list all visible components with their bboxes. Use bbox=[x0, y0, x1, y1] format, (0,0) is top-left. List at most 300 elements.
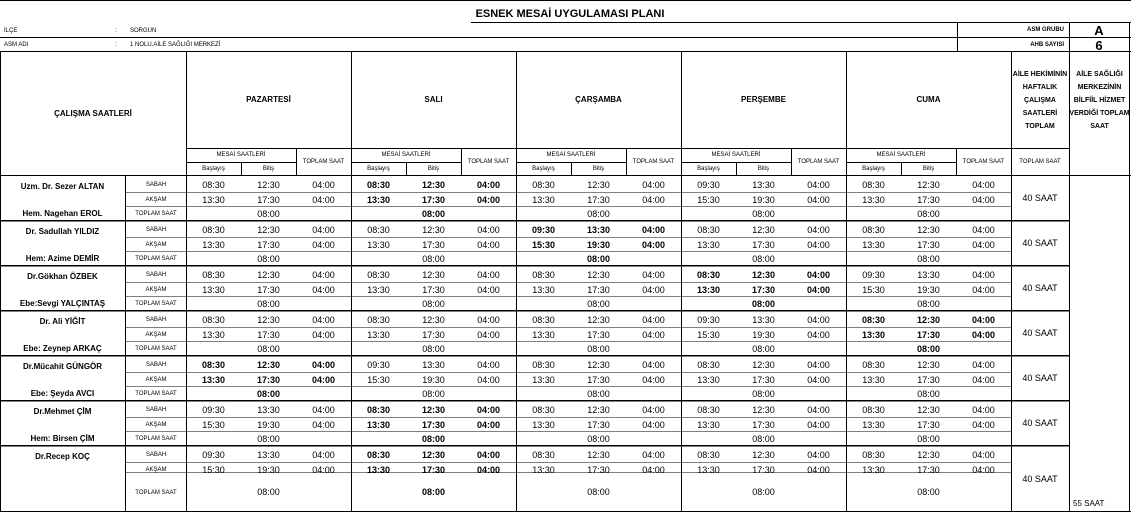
period-total: 04:00 bbox=[807, 194, 830, 205]
day-total: 08:00 bbox=[586, 253, 611, 264]
end-time: 12:30 bbox=[917, 359, 940, 370]
period-total: 04:00 bbox=[477, 374, 500, 385]
period-total: 04:00 bbox=[807, 374, 830, 385]
end-time: 19:30 bbox=[422, 374, 445, 385]
start-time: 15:30 bbox=[697, 194, 720, 205]
start-time: 15:30 bbox=[202, 419, 225, 430]
period-total: 04:00 bbox=[642, 404, 665, 415]
period-total: 04:00 bbox=[807, 329, 830, 340]
start-time: 13:30 bbox=[697, 239, 720, 250]
start-time: 13:30 bbox=[201, 374, 226, 385]
period-total: 04:00 bbox=[312, 194, 335, 205]
day-total: 08:00 bbox=[422, 253, 445, 264]
toplam-label: TOPLAM SAAT bbox=[135, 256, 177, 262]
day-total: 08:00 bbox=[752, 433, 775, 444]
end-time: 12:30 bbox=[917, 224, 940, 235]
end-time: 12:30 bbox=[917, 449, 940, 460]
start-time: 13:30 bbox=[532, 419, 555, 430]
aksam-label: AKŞAM bbox=[145, 422, 167, 428]
period-total: 04:00 bbox=[477, 239, 500, 250]
mesai-header-4: MESAİ SAATLERİ bbox=[876, 152, 926, 158]
end-time: 12:30 bbox=[422, 269, 445, 280]
bitis-header-3: Bitiş bbox=[757, 166, 770, 172]
period-total: 04:00 bbox=[641, 239, 666, 250]
period-total: 04:00 bbox=[312, 239, 335, 250]
end-time: 17:30 bbox=[421, 464, 446, 475]
aksam-label: AKŞAM bbox=[145, 287, 167, 293]
day-total: 08:00 bbox=[587, 388, 610, 399]
asm-total: 55 SAAT bbox=[1073, 498, 1105, 508]
sabah-label: SABAH bbox=[145, 182, 167, 188]
start-time: 08:30 bbox=[697, 404, 720, 415]
period-total: 04:00 bbox=[476, 419, 501, 430]
mesai-header-0: MESAİ SAATLERİ bbox=[216, 152, 266, 158]
asm-toplam-header: AİLE SAĞLIĞI MERKEZİNİN BİLFİİL HİZMET VERDİĞİ TOPLAM SAAT bbox=[1069, 71, 1130, 130]
start-time: 08:30 bbox=[861, 314, 886, 325]
period-total: 04:00 bbox=[642, 179, 665, 190]
period-total: 04:00 bbox=[972, 464, 995, 475]
start-time: 09:30 bbox=[862, 269, 885, 280]
end-time: 12:30 bbox=[916, 314, 941, 325]
weekly-total: 40 SAAT bbox=[1022, 473, 1058, 484]
end-time: 17:30 bbox=[587, 464, 610, 475]
period-total: 04:00 bbox=[642, 359, 665, 370]
period-total: 04:00 bbox=[972, 269, 995, 280]
period-total: 04:00 bbox=[477, 329, 500, 340]
end-time: 17:30 bbox=[752, 464, 775, 475]
end-time: 17:30 bbox=[257, 329, 280, 340]
start-time: 09:30 bbox=[697, 314, 720, 325]
bitis-header-1: Bitiş bbox=[427, 166, 440, 172]
ilce-value: SORGUN bbox=[130, 28, 157, 34]
period-total: 04:00 bbox=[807, 314, 830, 325]
start-time: 13:30 bbox=[697, 419, 720, 430]
end-time: 13:30 bbox=[257, 449, 280, 460]
period-total: 04:00 bbox=[972, 284, 995, 295]
doctor-name: Dr. Ali YİĞİT bbox=[39, 317, 86, 326]
end-time: 12:30 bbox=[752, 449, 775, 460]
start-time: 08:30 bbox=[367, 269, 390, 280]
end-time: 12:30 bbox=[751, 269, 776, 280]
baslayis-header-2: Başlayış bbox=[532, 166, 555, 172]
start-time: 13:30 bbox=[202, 329, 225, 340]
aksam-label: AKŞAM bbox=[145, 332, 167, 338]
start-time: 13:30 bbox=[532, 329, 555, 340]
start-time: 13:30 bbox=[532, 194, 555, 205]
period-total: 04:00 bbox=[972, 194, 995, 205]
start-time: 13:30 bbox=[532, 284, 555, 295]
start-time: 13:30 bbox=[862, 239, 885, 250]
period-total: 04:00 bbox=[807, 179, 830, 190]
sabah-label: SABAH bbox=[145, 227, 167, 233]
period-total: 04:00 bbox=[807, 404, 830, 415]
staff-name: Ebe: Şeyda AVCI bbox=[30, 389, 95, 398]
start-time: 13:30 bbox=[366, 419, 391, 430]
toplam-header-3: TOPLAM SAAT bbox=[797, 159, 840, 165]
start-time: 08:30 bbox=[202, 269, 225, 280]
start-time: 09:30 bbox=[697, 179, 720, 190]
doctor-name: Dr.Recep KOÇ bbox=[35, 452, 90, 461]
doctor-name: Uzm. Dr. Sezer ALTAN bbox=[20, 182, 105, 191]
toplam-label: TOPLAM SAAT bbox=[135, 211, 177, 217]
staff-name: Hem: Birsen ÇİM bbox=[30, 434, 95, 443]
period-total: 04:00 bbox=[642, 314, 665, 325]
start-time: 13:30 bbox=[202, 194, 225, 205]
period-total: 04:00 bbox=[807, 464, 830, 475]
end-time: 17:30 bbox=[257, 284, 280, 295]
period-total: 04:00 bbox=[477, 269, 500, 280]
period-total: 04:00 bbox=[642, 374, 665, 385]
end-time: 17:30 bbox=[421, 194, 446, 205]
baslayis-header-1: Başlayış bbox=[367, 166, 390, 172]
day-total: 08:00 bbox=[917, 487, 940, 497]
ahb-label: AHB SAYISI bbox=[1030, 42, 1064, 48]
ilce-label: İLÇE bbox=[4, 28, 18, 34]
day-total: 08:00 bbox=[257, 433, 280, 444]
day-total: 08:00 bbox=[257, 343, 280, 354]
day-total: 08:00 bbox=[917, 253, 940, 264]
end-time: 12:30 bbox=[421, 179, 446, 190]
day-total: 08:00 bbox=[917, 433, 940, 444]
period-total: 04:00 bbox=[477, 284, 500, 295]
staff-name: Hem. Nagehan EROL bbox=[22, 209, 103, 218]
start-time: 13:30 bbox=[862, 194, 885, 205]
start-time: 09:30 bbox=[202, 404, 225, 415]
period-total: 04:00 bbox=[642, 464, 665, 475]
end-time: 12:30 bbox=[752, 359, 775, 370]
period-total: 04:00 bbox=[642, 419, 665, 430]
start-time: 13:30 bbox=[862, 464, 885, 475]
toplam-header-0: TOPLAM SAAT bbox=[302, 159, 345, 165]
toplam-label: TOPLAM SAAT bbox=[135, 301, 177, 307]
period-total: 04:00 bbox=[642, 449, 665, 460]
day-total: 08:00 bbox=[752, 208, 775, 219]
aksam-label: AKŞAM bbox=[145, 242, 167, 248]
mesai-header-1: MESAİ SAATLERİ bbox=[381, 152, 431, 158]
end-time: 12:30 bbox=[752, 224, 775, 235]
end-time: 19:30 bbox=[257, 464, 280, 475]
start-time: 09:30 bbox=[202, 449, 225, 460]
end-time: 13:30 bbox=[422, 359, 445, 370]
end-time: 12:30 bbox=[587, 404, 610, 415]
period-total: 04:00 bbox=[972, 239, 995, 250]
weekly-total: 40 SAAT bbox=[1022, 328, 1058, 338]
period-total: 04:00 bbox=[476, 449, 501, 460]
start-time: 08:30 bbox=[532, 359, 555, 370]
aksam-label: AKŞAM bbox=[145, 377, 167, 383]
start-time: 15:30 bbox=[367, 374, 390, 385]
end-time: 17:30 bbox=[752, 239, 775, 250]
end-time: 12:30 bbox=[257, 179, 280, 190]
end-time: 12:30 bbox=[422, 314, 445, 325]
end-time: 12:30 bbox=[421, 404, 446, 415]
period-total: 04:00 bbox=[312, 404, 335, 415]
period-total: 04:00 bbox=[806, 284, 831, 295]
mesai-header-3: MESAİ SAATLERİ bbox=[711, 152, 761, 158]
start-time: 13:30 bbox=[696, 284, 721, 295]
period-total: 04:00 bbox=[807, 224, 830, 235]
day-total: 08:00 bbox=[752, 253, 775, 264]
doctor-name: Dr.Gökhan ÖZBEK bbox=[27, 272, 98, 281]
end-time: 17:30 bbox=[587, 419, 610, 430]
start-time: 13:30 bbox=[202, 239, 225, 250]
start-time: 13:30 bbox=[862, 374, 885, 385]
start-time: 15:30 bbox=[202, 464, 225, 475]
day-total: 08:00 bbox=[257, 253, 280, 264]
period-total: 04:00 bbox=[806, 269, 831, 280]
end-time: 17:30 bbox=[257, 239, 280, 250]
end-time: 19:30 bbox=[752, 329, 775, 340]
end-time: 17:30 bbox=[752, 419, 775, 430]
end-time: 12:30 bbox=[421, 449, 446, 460]
sabah-label: SABAH bbox=[145, 317, 167, 323]
day-header-3: PERŞEMBE bbox=[741, 95, 786, 104]
start-time: 13:30 bbox=[367, 329, 390, 340]
end-time: 17:30 bbox=[587, 284, 610, 295]
day-header-2: ÇARŞAMBA bbox=[575, 95, 622, 104]
start-time: 15:30 bbox=[862, 284, 885, 295]
start-time: 13:30 bbox=[861, 329, 886, 340]
start-time: 08:30 bbox=[862, 359, 885, 370]
haftalik-header: AİLE HEKİMİNİN HAFTALIK ÇALIŞMA SAATLERİ TOPLAM bbox=[1012, 70, 1068, 130]
period-total: 04:00 bbox=[312, 329, 335, 340]
baslayis-header-3: Başlayış bbox=[697, 166, 720, 172]
weekly-total: 40 SAAT bbox=[1022, 373, 1058, 383]
day-total: 08:00 bbox=[917, 298, 940, 309]
start-time: 15:30 bbox=[531, 239, 556, 250]
start-time: 13:30 bbox=[366, 194, 391, 205]
end-time: 19:30 bbox=[257, 419, 280, 430]
day-total: 08:00 bbox=[257, 487, 280, 497]
start-time: 08:30 bbox=[532, 314, 555, 325]
page-title: ESNEK MESAİ UYGULAMASI PLANI bbox=[475, 7, 665, 20]
day-total: 08:00 bbox=[421, 487, 446, 497]
start-time: 08:30 bbox=[366, 449, 391, 460]
end-time: 12:30 bbox=[257, 314, 280, 325]
day-total: 08:00 bbox=[587, 208, 610, 219]
start-time: 13:30 bbox=[697, 374, 720, 385]
day-header-0: PAZARTESİ bbox=[246, 95, 291, 104]
start-time: 08:30 bbox=[532, 269, 555, 280]
period-total: 04:00 bbox=[312, 464, 335, 475]
start-time: 08:30 bbox=[697, 449, 720, 460]
period-total: 04:00 bbox=[312, 419, 335, 430]
day-total: 08:00 bbox=[752, 343, 775, 354]
ahb-value: 6 bbox=[1095, 37, 1103, 53]
end-time: 17:30 bbox=[257, 194, 280, 205]
end-time: 12:30 bbox=[257, 224, 280, 235]
start-time: 08:30 bbox=[862, 449, 885, 460]
start-time: 13:30 bbox=[367, 239, 390, 250]
period-total: 04:00 bbox=[312, 284, 335, 295]
period-total: 04:00 bbox=[312, 269, 335, 280]
start-time: 13:30 bbox=[202, 284, 225, 295]
period-total: 04:00 bbox=[971, 314, 996, 325]
day-total: 08:00 bbox=[917, 388, 940, 399]
start-time: 13:30 bbox=[862, 419, 885, 430]
day-total: 08:00 bbox=[917, 208, 940, 219]
period-total: 04:00 bbox=[476, 194, 501, 205]
staff-name: Ebe:Sevgi YALÇINTAŞ bbox=[19, 299, 106, 308]
weekly-total: 40 SAAT bbox=[1022, 193, 1058, 203]
period-total: 04:00 bbox=[972, 179, 995, 190]
doctor-name: Dr.Mücahit GÜNGÖR bbox=[22, 362, 103, 371]
start-time: 08:30 bbox=[202, 314, 225, 325]
end-time: 17:30 bbox=[751, 284, 776, 295]
period-total: 04:00 bbox=[641, 224, 666, 235]
period-total: 04:00 bbox=[642, 329, 665, 340]
day-header-1: SALI bbox=[424, 95, 443, 104]
period-total: 04:00 bbox=[642, 194, 665, 205]
end-time: 12:30 bbox=[587, 359, 610, 370]
period-total: 04:00 bbox=[477, 224, 500, 235]
start-time: 09:30 bbox=[367, 359, 390, 370]
end-time: 17:30 bbox=[752, 374, 775, 385]
calisma-header: ÇALIŞMA SAATLERİ bbox=[54, 109, 132, 118]
start-time: 13:30 bbox=[532, 374, 555, 385]
day-total: 08:00 bbox=[587, 343, 610, 354]
end-time: 17:30 bbox=[587, 194, 610, 205]
start-time: 08:30 bbox=[532, 449, 555, 460]
day-total: 08:00 bbox=[421, 208, 446, 219]
aksam-label: AKŞAM bbox=[145, 197, 167, 203]
weekly-total: 40 SAAT bbox=[1022, 238, 1058, 248]
start-time: 08:30 bbox=[367, 224, 390, 235]
period-total: 04:00 bbox=[312, 449, 335, 460]
end-time: 12:30 bbox=[917, 404, 940, 415]
asm-grubu-label: ASM GRUBU bbox=[1027, 27, 1064, 33]
day-total: 08:00 bbox=[256, 388, 281, 399]
toplam-header-1: TOPLAM SAAT bbox=[467, 159, 510, 165]
end-time: 19:30 bbox=[917, 284, 940, 295]
start-time: 08:30 bbox=[202, 224, 225, 235]
asm-grubu-value: A bbox=[1094, 22, 1104, 38]
period-total: 04:00 bbox=[972, 404, 995, 415]
day-total: 08:00 bbox=[422, 388, 445, 399]
ilce-sep: : bbox=[115, 28, 117, 34]
period-total: 04:00 bbox=[807, 359, 830, 370]
day-total: 08:00 bbox=[257, 208, 280, 219]
end-time: 17:30 bbox=[422, 329, 445, 340]
mesai-header-2: MESAİ SAATLERİ bbox=[546, 152, 596, 158]
start-time: 08:30 bbox=[697, 359, 720, 370]
asm-sep: : bbox=[115, 42, 117, 48]
day-total: 08:00 bbox=[422, 298, 445, 309]
period-total: 04:00 bbox=[807, 449, 830, 460]
weekly-total: 40 SAAT bbox=[1022, 283, 1058, 293]
period-total: 04:00 bbox=[476, 464, 501, 475]
day-total: 08:00 bbox=[916, 343, 941, 354]
bitis-header-0: Bitiş bbox=[262, 166, 275, 172]
day-total: 08:00 bbox=[587, 298, 610, 309]
start-time: 13:30 bbox=[697, 464, 720, 475]
end-time: 17:30 bbox=[917, 419, 940, 430]
period-total: 04:00 bbox=[311, 359, 336, 370]
weekly-total: 40 SAAT bbox=[1022, 418, 1058, 428]
period-total: 04:00 bbox=[476, 179, 501, 190]
start-time: 08:30 bbox=[696, 269, 721, 280]
end-time: 17:30 bbox=[917, 239, 940, 250]
bitis-header-4: Bitiş bbox=[922, 166, 935, 172]
end-time: 19:30 bbox=[752, 194, 775, 205]
start-time: 08:30 bbox=[532, 179, 555, 190]
toplam-label: TOPLAM SAAT bbox=[135, 436, 177, 442]
start-time: 09:30 bbox=[531, 224, 556, 235]
end-time: 17:30 bbox=[256, 374, 281, 385]
end-time: 12:30 bbox=[587, 269, 610, 280]
doctor-name: Dr. Sadullah YILDIZ bbox=[25, 227, 100, 236]
end-time: 12:30 bbox=[257, 269, 280, 280]
end-time: 12:30 bbox=[587, 314, 610, 325]
period-total: 04:00 bbox=[972, 374, 995, 385]
start-time: 08:30 bbox=[862, 224, 885, 235]
end-time: 19:30 bbox=[586, 239, 611, 250]
toplam-header-4: TOPLAM SAAT bbox=[962, 159, 1005, 165]
end-time: 13:30 bbox=[752, 179, 775, 190]
day-total: 08:00 bbox=[751, 298, 776, 309]
period-total: 04:00 bbox=[312, 224, 335, 235]
end-time: 13:30 bbox=[917, 269, 940, 280]
end-time: 12:30 bbox=[587, 449, 610, 460]
end-time: 13:30 bbox=[752, 314, 775, 325]
end-time: 17:30 bbox=[587, 374, 610, 385]
period-total: 04:00 bbox=[312, 314, 335, 325]
period-total: 04:00 bbox=[807, 419, 830, 430]
period-total: 04:00 bbox=[312, 179, 335, 190]
start-time: 08:30 bbox=[367, 314, 390, 325]
toplam-header-2: TOPLAM SAAT bbox=[632, 159, 675, 165]
toplam-label: TOPLAM SAAT bbox=[135, 391, 177, 397]
baslayis-header-0: Başlayış bbox=[202, 166, 225, 172]
toplam-label: TOPLAM SAAT bbox=[135, 346, 177, 352]
end-time: 17:30 bbox=[422, 239, 445, 250]
day-total: 08:00 bbox=[587, 433, 610, 444]
period-total: 04:00 bbox=[642, 284, 665, 295]
sabah-label: SABAH bbox=[145, 272, 167, 278]
day-total: 08:00 bbox=[421, 433, 446, 444]
period-total: 04:00 bbox=[972, 419, 995, 430]
haftalik-sub-header: TOPLAM SAAT bbox=[1019, 159, 1061, 165]
end-time: 12:30 bbox=[587, 179, 610, 190]
sabah-label: SABAH bbox=[145, 452, 167, 458]
start-time: 08:30 bbox=[366, 404, 391, 415]
start-time: 08:30 bbox=[202, 179, 225, 190]
end-time: 12:30 bbox=[917, 179, 940, 190]
start-time: 08:30 bbox=[862, 404, 885, 415]
period-total: 04:00 bbox=[972, 359, 995, 370]
period-total: 04:00 bbox=[972, 449, 995, 460]
start-time: 08:30 bbox=[532, 404, 555, 415]
period-total: 04:00 bbox=[311, 374, 336, 385]
day-total: 08:00 bbox=[422, 343, 445, 354]
start-time: 13:30 bbox=[366, 464, 391, 475]
period-total: 04:00 bbox=[642, 269, 665, 280]
end-time: 17:30 bbox=[916, 329, 941, 340]
period-total: 04:00 bbox=[807, 239, 830, 250]
end-time: 17:30 bbox=[587, 329, 610, 340]
day-total: 08:00 bbox=[752, 487, 775, 497]
end-time: 17:30 bbox=[917, 374, 940, 385]
end-time: 13:30 bbox=[257, 404, 280, 415]
aksam-label: AKŞAM bbox=[145, 467, 167, 473]
end-time: 13:30 bbox=[586, 224, 611, 235]
day-total: 08:00 bbox=[587, 487, 610, 497]
end-time: 17:30 bbox=[917, 464, 940, 475]
start-time: 15:30 bbox=[697, 329, 720, 340]
start-time: 08:30 bbox=[201, 359, 226, 370]
staff-name: Ebe: Zeynep ARKAÇ bbox=[23, 344, 102, 353]
period-total: 04:00 bbox=[971, 329, 996, 340]
